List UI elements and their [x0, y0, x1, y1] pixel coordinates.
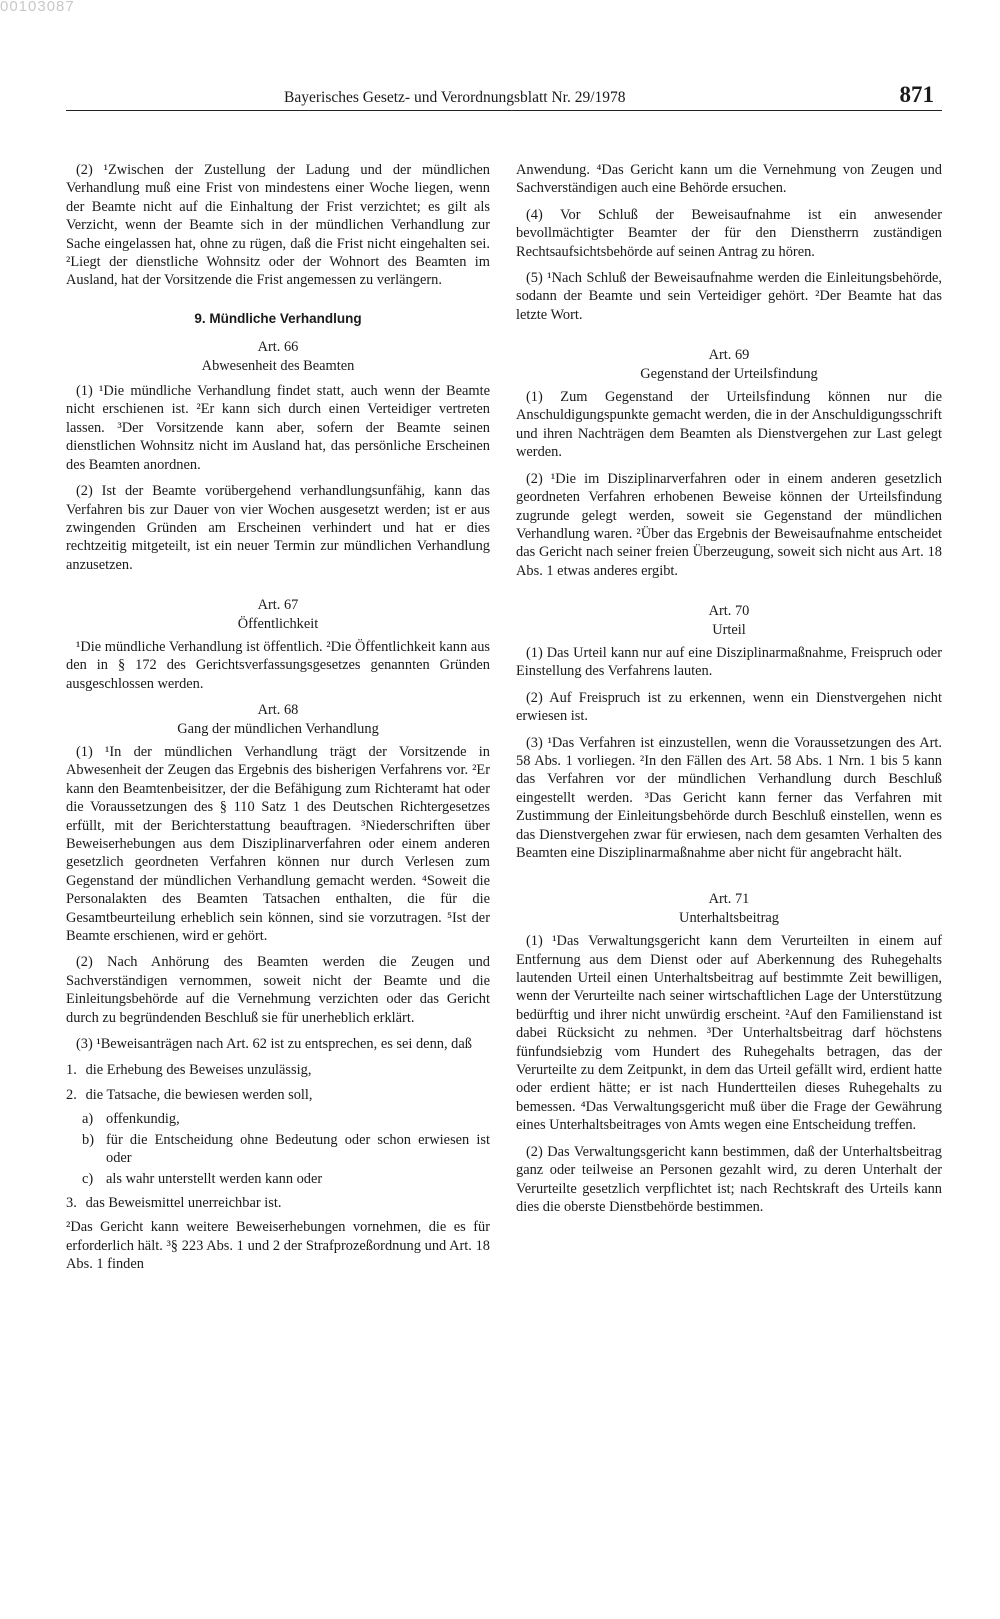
list-text: für die Entscheidung ohne Bedeutung oder schon erwiesen ist oder: [106, 1131, 490, 1167]
article-number: Art. 67: [257, 597, 299, 614]
list-label: 3.: [66, 1194, 77, 1211]
paragraph: (1) ¹Die mündliche Verhandlung findet statt, auch wenn der Beamte nicht erschienen ist. ²Er kann sich durch einen Verteidiger vertreten lassen. ³Der Vorsitzende kann aber, sofern der Beamte seinen dienstlichen Wohnsitz nicht im Ausland hat, das persönliche Erscheinen des Beamten anordnen.: [66, 383, 490, 473]
paragraph: (1) Das Urteil kann nur auf eine Disziplinarmaßnahme, Freispruch oder Einstellung des Verfahrens lauten.: [516, 644, 942, 680]
list-label: 2.: [66, 1086, 77, 1103]
paragraph: (1) Zum Gegenstand der Urteilsfindung können nur die Anschuldigungspunkte gemacht werden, die in der Anschuldigungsschrift und ihren Nachträgen dem Beamten als Dienstvergehen zur Last gelegt werden.: [516, 389, 942, 461]
list-label: b): [82, 1131, 94, 1148]
paragraph: ²Das Gericht kann weitere Beweiserhebungen vornehmen, die es für erforderlich hält. ³§ 223 Abs. 1 und 2 der Strafprozeßordnung und Art. 18 Abs. 1 finden: [66, 1219, 490, 1273]
document-reference-number: 00103087: [0, 0, 75, 15]
paragraph: (4) Vor Schluß der Beweisaufnahme ist ein anwesender bevollmächtigter Beamter der für den Dienstherrn zuständigen Rechtsaufsichtsbehörde auf seinen Antrag zu hören.: [516, 206, 942, 260]
article-title: Gang der mündlichen Verhandlung: [177, 720, 379, 737]
article-title: Unterhaltsbeitrag: [679, 909, 779, 926]
section-heading: 9. Mündliche Verhandlung: [194, 310, 362, 326]
article-number: Art. 70: [708, 603, 750, 620]
article-title: Gegenstand der Urteilsfindung: [640, 365, 818, 382]
left-column: [66, 161, 490, 1282]
article-title: Abwesenheit des Beamten: [201, 357, 355, 374]
paragraph: (1) ¹Das Verwaltungsgericht kann dem Verurteilten in einem auf Entfernung aus dem Dienst oder auf Aberkennung des Ruhegehalts lautenden Urteil einen Unterhaltsbeitrag auf bestimmte Zeit bewilligen, wenn der Verurteilte nach seiner wirtschaftlichen Lage der Unterstützung bedürftig und ihrer nicht unwürdig erscheint. ²Auf den Familienstand ist dabei Rücksicht zu nehmen. ³Der Unterhaltsbeitrag darf höchstens fünfundsiebzig vom Hundert des Ruhegehalts betragen, das der Verurteilte zu dem Zeitpunkt, in dem das Urteil gefällt wird, erdient hatte oder erdient hätte; er ist nach Hundertteilen dieses Ruhegehalts zu bemessen. ⁴Das Verwaltungsgericht muß über die Frage der Gewährung eines Unterhaltsbeitrages von Amts wegen eine Entscheidung treffen.: [516, 933, 942, 1134]
list-label: 1.: [66, 1062, 77, 1079]
article-number: Art. 68: [257, 702, 299, 719]
paragraph: (2) Auf Freispruch ist zu erkennen, wenn ein Dienstvergehen nicht erwiesen ist.: [516, 689, 942, 725]
list-item: [66, 1086, 490, 1104]
page-number: 871: [899, 82, 934, 107]
paragraph: (3) ¹Das Verfahren ist einzustellen, wenn die Voraussetzungen des Art. 58 Abs. 1 vorliegen. ²In den Fällen des Art. 58 Abs. 1 Nrn. 1 bis 5 kann das Verfahren vor der mündlichen Verhandlung durch Beschluß eingestellt werden. ³Das Gericht kann ferner das Verfahren mit Zustimmung der Einleitungsbehörde durch Beschluß einstellen, wenn es das Dienstvergehen zwar für erwiesen, nach dem gesamten Verhalten des Beamten eine Disziplinarmaßnahme aber nicht für angebracht hält.: [516, 734, 942, 861]
list-text: das Beweismittel unerreichbar ist.: [85, 1194, 282, 1211]
list-label: c): [82, 1170, 94, 1187]
list-label: a): [82, 1111, 94, 1128]
article-title: Urteil: [712, 621, 746, 638]
paragraph: (1) ¹In der mündlichen Verhandlung trägt der Vorsitzende in Abwesenheit der Zeugen das Ergebnis des bisherigen Verfahrens vor. ²Er kann den Beamtenbeisitzer, der die Befähigung zum Richteramt hat oder die Voraussetzungen des § 110 Satz 1 des Deutschen Richtergesetzes erfüllt, mit der Berichterstattung beauftragen. ³Niederschriften über Beweiserhebungen aus dem Disziplinarverfahren oder einem anderen gesetzlich geordneten Verfahren können nur durch Verlesen zum Gegenstand der mündlichen Verhandlung gemacht werden. ⁴Soweit die Personalakten des Beamten Tatsachen enthalten, die für die Gesamtbeurteilung erheblich sein können, sind sie vorzutragen. ⁵Ist der Beamte erschienen, wird er gehört.: [66, 743, 490, 945]
right-column: [516, 161, 942, 1224]
article-title: Öffentlichkeit: [237, 615, 319, 632]
list-text: offenkundig,: [106, 1111, 180, 1128]
paragraph: (5) ¹Nach Schluß der Beweisaufnahme werden die Einleitungsbehörde, sodann der Beamte und sein Verteidiger gehört. ²Der Beamte hat das letzte Wort.: [516, 270, 942, 323]
list-text: als wahr unterstellt werden kann oder: [106, 1170, 323, 1187]
header-title: Bayerisches Gesetz- und Verordnungsblatt Nr. 29/1978: [284, 89, 626, 106]
paragraph: (2) Das Verwaltungsgericht kann bestimmen, daß der Unterhaltsbeitrag ganz oder teilweise an Personen gezahlt wird, zu deren Unterhalt der Verurteilte gesetzlich verpflichtet ist; nach Rechtskraft des Urteils kann dies die oberste Dienstbehörde bestimmen.: [516, 1143, 942, 1215]
article-number: Art. 66: [257, 339, 299, 356]
article-number: Art. 71: [708, 891, 750, 908]
article-number: Art. 69: [708, 347, 750, 364]
list-item: [66, 1194, 490, 1212]
list-text: die Tatsache, die bewiesen werden soll,: [85, 1086, 313, 1103]
list-item: [66, 1061, 490, 1079]
sublist-item: [66, 1170, 490, 1188]
paragraph: (2) Nach Anhörung des Beamten werden die Zeugen und Sachverständigen vernommen, soweit nicht der Beamte und die Einleitungsbehörde auf die Vernehmung verzichten oder das Gericht durch zu begründenden Beschluß sie für unerheblich erklärt.: [66, 954, 490, 1026]
sublist-item: [66, 1131, 490, 1168]
sublist-item: [66, 1110, 490, 1128]
paragraph: Anwendung. ⁴Das Gericht kann um die Vernehmung von Zeugen und Sachverständigen auch eine Behörde ersuchen.: [516, 162, 942, 197]
paragraph: (3) ¹Beweisanträgen nach Art. 62 ist zu entsprechen, es sei denn, daß: [76, 1036, 472, 1053]
paragraph: (2) Ist der Beamte vorübergehend verhandlungsunfähig, kann das Verfahren bis zur Dauer von vier Wochen ausgesetzt werden; ist er aus zwingenden Gründen am Erscheinen verhindert und hat er dies rechtzeitig mitgeteilt, ist ein neuer Termin zur mündlichen Verhandlung anzusetzen.: [66, 483, 490, 573]
paragraph: (2) ¹Die im Disziplinarverfahren oder in einem anderen gesetzlich geordneten Verfahren erhobenen Beweise können der Urteilsfindung zugrunde gelegt werden, soweit sie Gegenstand der mündlichen Verhandlung waren. ²Über das Ergebnis der Beweisaufnahme entscheidet das Gericht nach seiner freien Überzeugung, soweit sich nicht aus Art. 18 Abs. 1 etwas anderes ergibt.: [516, 470, 942, 579]
paragraph: (2) ¹Zwischen der Zustellung der Ladung und der mündlichen Verhandlung muß eine Frist von mindestens einer Woche liegen, wenn der Beamte nicht auf die Einhaltung der Frist verzichtet; es gilt als Verzicht, wenn der Beamte sich in der mündlichen Verhandlung zur Sache eingelassen hat, ohne zu rügen, daß die Frist nicht eingehalten sei. ²Liegt der dienstliche Wohnsitz oder der Wohnort des Beamten im Ausland, hat der Vorsitzende die Frist angemessen zu verlängern.: [66, 162, 490, 289]
list-text: die Erhebung des Beweises unzulässig,: [85, 1062, 312, 1079]
page-header: [66, 84, 942, 111]
paragraph: ¹Die mündliche Verhandlung ist öffentlich. ²Die Öffentlichkeit kann aus den in § 172 des Gerichtsverfassungsgesetzes genannten Gründen ausgeschlossen werden.: [66, 638, 490, 692]
